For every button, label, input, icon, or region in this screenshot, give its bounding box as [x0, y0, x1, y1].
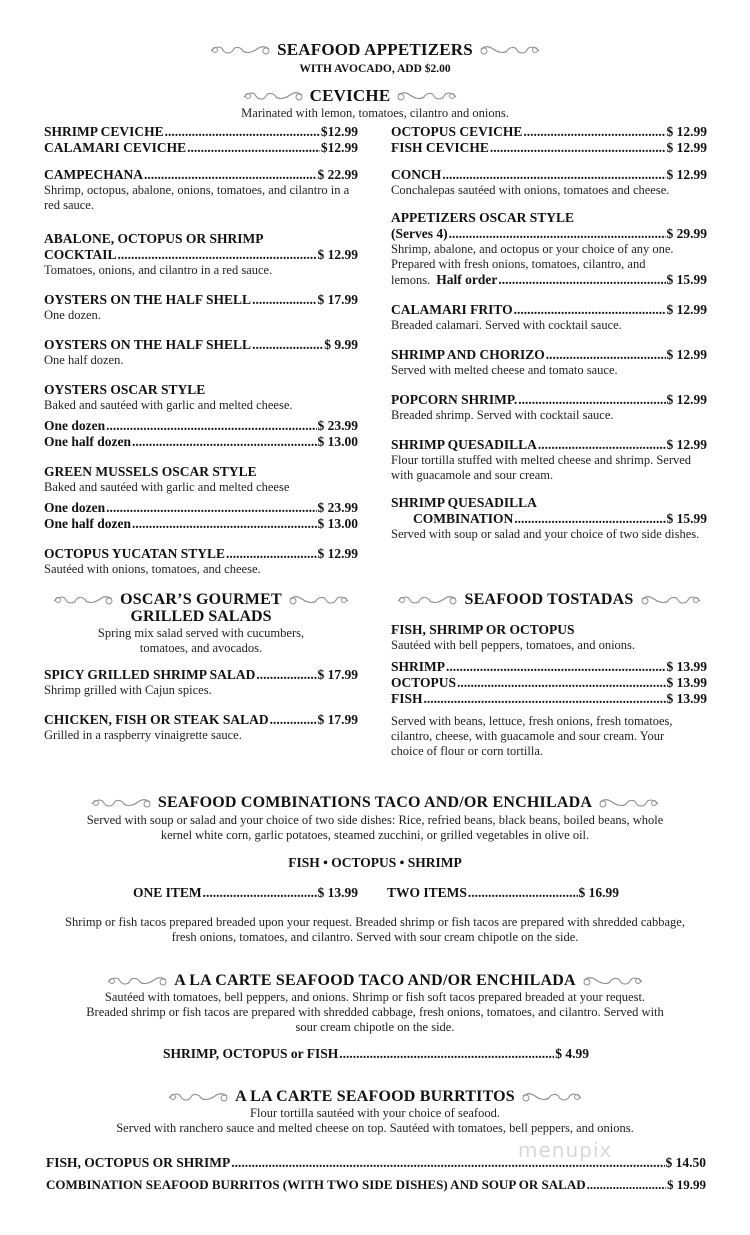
item-name-line1: APPETIZERS OSCAR STYLE	[391, 210, 575, 225]
tostadas-header: FISH, SHRIMP OR OCTOPUS	[391, 622, 575, 637]
flourish-left-icon	[167, 1090, 229, 1104]
item-price: $ 12.99	[666, 347, 707, 362]
item-name-line1: SHRIMP QUESADILLA	[391, 495, 537, 510]
item-price: $ 12.99	[666, 167, 707, 182]
section-title-text: A LA CARTE SEAFOOD TACO AND/OR ENCHILADA	[174, 972, 576, 989]
item-description-tail: lemons.	[391, 273, 431, 287]
item-name: CHICKEN, FISH OR STEAK SALAD	[44, 712, 269, 727]
item-description: Sautéed with onions, tomatoes, and cheese.	[44, 562, 261, 576]
option-name: One dozen	[44, 418, 106, 433]
combinations-two-items	[387, 885, 619, 901]
section-title-combinations	[0, 794, 750, 812]
menu-item-chicken-fish-steak-salad	[44, 712, 358, 743]
item-name: GREEN MUSSELS OSCAR STYLE	[44, 464, 257, 479]
item-name: OCTOPUS	[391, 675, 457, 690]
section-title-text: SEAFOOD APPETIZERS	[277, 40, 473, 59]
menu-item-quesadilla-combination	[391, 495, 707, 542]
alacarte-taco-item	[163, 1046, 589, 1062]
item-description: Breaded shrimp. Served with cocktail sauce.	[391, 408, 614, 422]
menu-item-mussels-oscar	[44, 464, 358, 532]
flourish-left-icon	[396, 593, 458, 607]
flourish-left-icon	[209, 43, 271, 57]
item-description: Shrimp, abalone, and octopus or your choice of any one. Prepared with fresh onions, tomatoes, cilantro, and	[391, 242, 674, 271]
item-price: $ 13.99	[317, 885, 358, 900]
menu-item-octopus-yucatan	[44, 546, 358, 577]
menu-item-shrimp-chorizo	[391, 347, 707, 378]
section-title-salads	[44, 591, 358, 609]
combinations-note: Served with soup or salad and your choice of two side dishes: Rice, refried beans, black beans, boiled beans, whole kernel white corn, garlic potatoes, steamed zucchini, or grilled vegetables in olive oil.	[86, 813, 664, 842]
flourish-left-icon	[52, 593, 114, 607]
item-price: $ 12.99	[666, 437, 707, 452]
item-name: COCKTAIL	[44, 247, 117, 262]
section-title-text: SEAFOOD TOSTADAS	[464, 591, 634, 608]
appetizers-subtitle: WITH AVOCADO, ADD $2.00	[299, 63, 451, 75]
item-name: TWO ITEMS	[387, 885, 467, 900]
item-description: Served with soup or salad and your choice of two side dishes.	[391, 527, 700, 541]
combinations-footer: Shrimp or fish tacos prepared breaded upon your request. Breaded shrimp or fish tacos are prepared with shredded cabbage, fresh onions, tomatoes, and cilantro. Served with sour cream chipotle on the side.	[65, 915, 685, 944]
menu-item-spicy-shrimp-salad	[44, 667, 358, 698]
item-price: $ 16.99	[578, 885, 619, 900]
item-name: FISH, OCTOPUS OR SHRIMP	[46, 1155, 231, 1170]
item-description: Conchalepas sautéed with onions, tomatoes and cheese.	[391, 183, 670, 197]
section-title-text: A LA CARTE SEAFOOD BURRTITOS	[235, 1088, 515, 1105]
menu-item-oysters-half	[44, 337, 358, 368]
item-price: $ 4.99	[555, 1046, 589, 1061]
item-description: Grilled in a raspberry vinaigrette sauce.	[44, 728, 242, 742]
section-title-text: OSCAR’S GOURMET	[120, 591, 282, 608]
item-name: OYSTERS ON THE HALF SHELL	[44, 337, 252, 352]
section-title-ceviche	[0, 86, 700, 106]
item-description: Baked and sautéed with garlic and melted cheese	[44, 480, 290, 494]
item-price: $ 12.99	[666, 392, 707, 407]
burritos-note-line2: Served with ranchero sauce and melted cheese on top. Sautéed with tomatoes, bell peppers, and onions.	[116, 1121, 634, 1135]
item-price: $ 17.99	[317, 667, 358, 682]
tostadas-description: Sautéed with bell peppers, tomatoes, and onions.	[391, 638, 636, 652]
item-description: One dozen.	[44, 308, 101, 322]
option-price: $ 23.99	[317, 500, 358, 515]
ceviche-note: Marinated with lemon, tomatoes, cilantro and onions.	[241, 106, 509, 120]
item-name: COMBINATION SEAFOOD BURRITOS (WITH TWO SIDE DISHES) AND SOUP OR SALAD	[46, 1177, 586, 1192]
item-description: One half dozen.	[44, 353, 124, 367]
salads-list	[44, 667, 358, 743]
item-description: Shrimp grilled with Cajun spices.	[44, 683, 212, 697]
section-title-appetizers	[0, 40, 750, 60]
item-name: SPICY GRILLED SHRIMP SALAD	[44, 667, 256, 682]
flourish-right-icon	[521, 1090, 583, 1104]
menu-item-campechana	[44, 167, 358, 213]
item-name: ONE ITEM	[133, 885, 202, 900]
burritos-note-line1: Flour tortilla sautéed with your choice of seafood.	[250, 1106, 500, 1120]
menu-item	[391, 675, 707, 691]
item-description: Tomatoes, onions, and cilantro in a red sauce.	[44, 263, 273, 277]
ceviche-right-list	[391, 124, 707, 156]
item-name: CONCH	[391, 167, 442, 182]
flourish-right-icon	[479, 43, 541, 57]
item-price: $ 12.99	[317, 546, 358, 561]
flourish-right-icon	[582, 974, 644, 988]
menu-item	[391, 140, 707, 156]
section-title-burritos	[0, 1088, 750, 1106]
item-price: $ 12.99	[666, 302, 707, 317]
item-name: CALAMARI FRITO	[391, 302, 513, 317]
menu-item-appetizers-oscar	[391, 210, 707, 288]
watermark: menupix	[518, 1138, 613, 1162]
item-price: $ 14.50	[665, 1155, 706, 1170]
item-name: OYSTERS OSCAR STYLE	[44, 382, 206, 397]
ceviche-left-list	[44, 124, 358, 156]
flourish-right-icon	[288, 593, 350, 607]
menu-item-calamari-frito	[391, 302, 707, 333]
option-name: One half dozen	[44, 516, 132, 531]
item-name: CAMPECHANA	[44, 167, 143, 182]
section-title-alacarte-taco	[0, 972, 750, 990]
option-price: $ 23.99	[317, 418, 358, 433]
item-price: $12.99	[320, 140, 358, 155]
half-order-price: $ 15.99	[666, 272, 707, 287]
item-name: FISH	[391, 691, 423, 706]
option-name: One half dozen	[44, 434, 132, 449]
menu-item	[44, 140, 358, 156]
appetizers-right-column	[391, 167, 707, 542]
item-name-line1: ABALONE, OCTOPUS OR SHRIMP	[44, 231, 264, 246]
menu-item-shrimp-quesadilla	[391, 437, 707, 483]
flourish-right-icon	[598, 796, 660, 810]
menu-item-oysters-oscar	[44, 382, 358, 450]
item-name: SHRIMP QUESADILLA	[391, 437, 537, 452]
menu-item-conch	[391, 167, 707, 198]
item-name: POPCORN SHRIMP.	[391, 392, 518, 407]
burritos-list	[46, 1155, 706, 1193]
item-description: Shrimp, octopus, abalone, onions, tomatoes, and cilantro in a red sauce.	[44, 183, 350, 212]
section-title-text: CEVICHE	[309, 86, 391, 105]
salads-note: Spring mix salad served with cucumbers, tomatoes, and avocados.	[97, 626, 305, 655]
item-name: OCTOPUS YUCATAN STYLE	[44, 546, 226, 561]
item-price: $ 15.99	[666, 511, 707, 526]
option-price: $ 13.00	[317, 516, 358, 531]
menu-item-oysters-dozen	[44, 292, 358, 323]
menu-item	[391, 659, 707, 675]
item-price: $ 13.99	[666, 675, 707, 690]
item-description: Breaded calamari. Served with cocktail sauce.	[391, 318, 622, 332]
tostadas-block	[391, 622, 707, 759]
menu-item	[44, 124, 358, 140]
flourish-left-icon	[90, 796, 152, 810]
item-description: Baked and sautéed with garlic and melted cheese.	[44, 398, 293, 412]
section-title-text: SEAFOOD COMBINATIONS TACO AND/OR ENCHILADA	[157, 794, 593, 811]
alacarte-taco-note: Sautéed with tomatoes, bell peppers, and onions. Shrimp or fish soft tacos prepared breaded at your request. Breaded shrimp or fish tacos are prepared with shredded cabbage, fresh onions, tomatoes, and cilantro. Served with sour cream chipotle on the side.	[86, 990, 664, 1034]
half-order-label: Half order	[436, 272, 498, 287]
item-price: $ 13.99	[666, 659, 707, 674]
item-price: $ 17.99	[317, 712, 358, 727]
menu-item-cocktail	[44, 231, 358, 278]
item-price: $ 22.99	[317, 167, 358, 182]
item-name: SHRIMP CEVICHE	[44, 124, 164, 139]
item-name: OCTOPUS CEVICHE	[391, 124, 523, 139]
item-price: $ 13.99	[666, 691, 707, 706]
item-description: Served with melted cheese and tomato sauce.	[391, 363, 618, 377]
item-name: SHRIMP AND CHORIZO	[391, 347, 545, 362]
item-name: OYSTERS ON THE HALF SHELL	[44, 292, 252, 307]
item-price: $12.99	[320, 124, 358, 139]
item-name: FISH CEVICHE	[391, 140, 489, 155]
flourish-right-icon	[396, 89, 458, 103]
flourish-right-icon	[640, 593, 702, 607]
flourish-left-icon	[106, 974, 168, 988]
menu-item	[391, 691, 707, 707]
item-price: $ 19.99	[667, 1177, 706, 1192]
item-name: CALAMARI CEVICHE	[44, 140, 187, 155]
combinations-one-item	[133, 885, 358, 901]
menu-item	[46, 1155, 706, 1171]
section-title-tostadas	[391, 591, 707, 609]
appetizers-left-column	[44, 167, 358, 577]
menu-item-popcorn-shrimp	[391, 392, 707, 423]
item-price: $ 9.99	[324, 337, 358, 352]
menu-item	[391, 124, 707, 140]
item-price: $ 12.99	[666, 140, 707, 155]
menu-item	[46, 1177, 706, 1193]
item-price: $ 17.99	[317, 292, 358, 307]
section-title-salads-line2: GRILLED SALADS	[130, 608, 272, 625]
item-price: $ 29.99	[666, 226, 707, 241]
item-name: SHRIMP, OCTOPUS or FISH	[163, 1046, 339, 1061]
flourish-left-icon	[242, 89, 304, 103]
item-name: (Serves 4)	[391, 226, 448, 241]
item-price: $ 12.99	[317, 247, 358, 262]
item-description: Flour tortilla stuffed with melted cheese and shrimp. Served with guacamole and sour cream.	[391, 453, 692, 482]
item-price: $ 12.99	[666, 124, 707, 139]
tostadas-footer: Served with beans, lettuce, fresh onions, fresh tomatoes, cilantro, cheese, with guacamole and sour cream. Your choice of flour or corn tortilla.	[391, 714, 673, 758]
item-name: SHRIMP	[391, 659, 445, 674]
option-price: $ 13.00	[317, 434, 358, 449]
combinations-choices: FISH • OCTOPUS • SHRIMP	[288, 855, 462, 870]
item-name: COMBINATION	[413, 511, 514, 526]
option-name: One dozen	[44, 500, 106, 515]
